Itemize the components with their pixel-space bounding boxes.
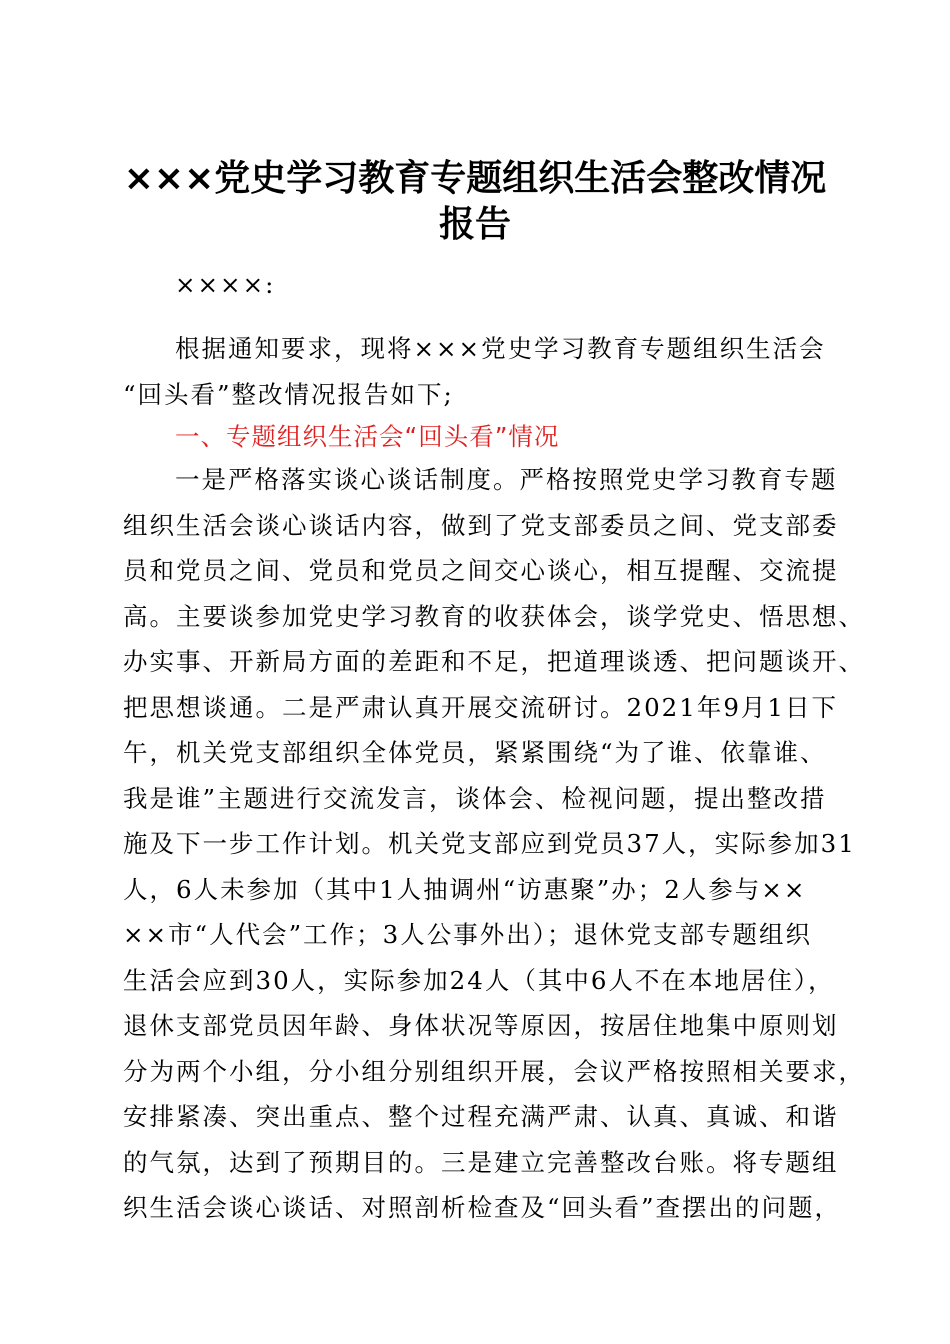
paragraph-line: 一是严格落实谈心谈话制度。严格按照党史学习教育专题 xyxy=(175,465,838,494)
paragraph-line: 把思想谈通。二是严肃认真开展交流研讨。2021年9月1日下 xyxy=(123,692,839,722)
salutation: ××××: xyxy=(175,270,276,299)
section-heading: 一、专题组织生活会“回头看”情况 xyxy=(175,422,560,451)
paragraph-line: 的气氛，达到了预期目的。三是建立完善整改台账。将专题组 xyxy=(123,1147,839,1177)
body-paragraph xyxy=(123,457,865,1231)
intro-paragraph xyxy=(123,326,838,417)
intro-line: 根据通知要求，现将×××党史学习教育专题组织生活会 xyxy=(175,334,826,363)
paragraph-line: 安排紧凑、突出重点、整个过程充满严肃、认真、真诚、和谐 xyxy=(123,1102,839,1131)
paragraph-line: 我是谁”主题进行交流发言，谈体会、检视问题，提出整改措 xyxy=(123,783,827,813)
paragraph-line: 人，6人未参加（其中1人抽调州“访惠聚”办；2人参与×× xyxy=(123,874,807,904)
paragraph-line: 施及下一步工作计划。机关党支部应到党员37人，实际参加31 xyxy=(123,829,856,858)
document-title-line-2: 报告 xyxy=(438,204,511,245)
paragraph-line: 退休支部党员因年龄、身体状况等原因，按居住地集中原则划 xyxy=(123,1011,839,1040)
paragraph-line: 生活会应到30人，实际参加24人（其中6人不在本地居住）， xyxy=(123,965,835,995)
salutation-block xyxy=(123,262,838,308)
paragraph-line: 办实事、开新局方面的差距和不足，把道理谈透、把问题谈开、 xyxy=(123,647,865,676)
paragraph-line: ××市“人代会”工作；3人公事外出）；退休党支部专题组织 xyxy=(123,920,812,949)
document-title-line-1: ×××党史学习教育专题组织生活会整改情况 xyxy=(123,158,827,199)
paragraph-line: 午，机关党支部组织全体党员，紧紧围绕“为了谁、依靠谁、 xyxy=(123,738,827,767)
paragraph-line: 组织生活会谈心谈话内容，做到了党支部委员之间、党支部委 xyxy=(123,510,839,540)
paragraph-line: 分为两个小组，分小组分别组织开展，会议严格按照相关要求， xyxy=(123,1056,865,1086)
intro-line: “回头看”整改情况报告如下; xyxy=(123,379,454,409)
paragraph-line: 高。主要谈参加党史学习教育的收获体会，谈学党史、悟思想、 xyxy=(123,601,865,631)
paragraph-line: 织生活会谈心谈话、对照剖析检查及“回头看”查摆出的问题， xyxy=(123,1193,842,1222)
paragraph-line: 员和党员之间、党员和党员之间交心谈心，相互提醒、交流提 xyxy=(123,556,839,585)
